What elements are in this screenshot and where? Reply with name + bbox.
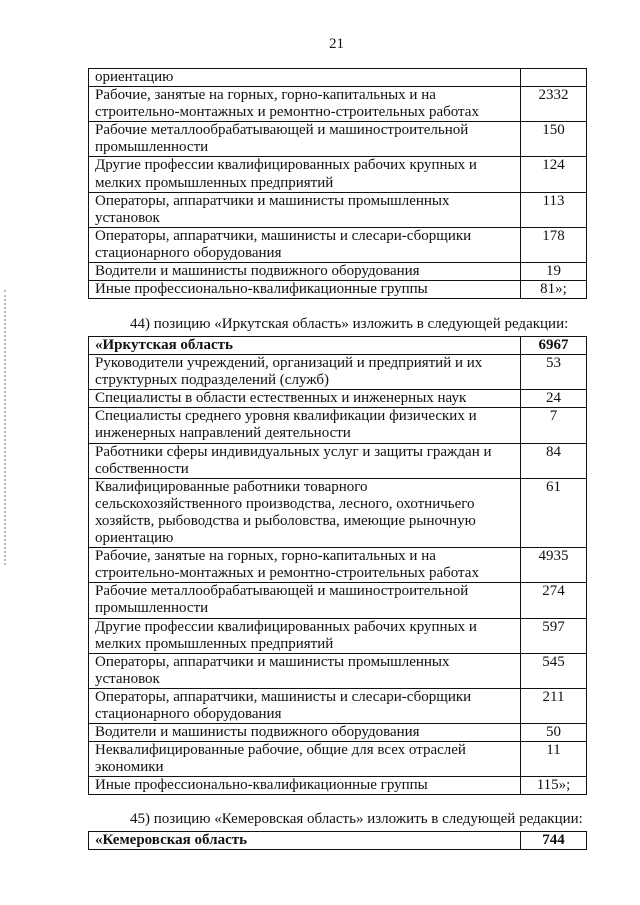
occupation-group-cell: Руководители учреждений, организаций и предприятий и их структурных подразделений (служб) <box>89 355 521 390</box>
worker-count-cell: 178 <box>521 227 587 262</box>
occupation-group-cell: Водители и машинисты подвижного оборудования <box>89 263 521 281</box>
region-name-cell: «Иркутская область <box>89 337 521 355</box>
worker-count-cell: 7 <box>521 408 587 443</box>
occupation-table-irkutsk <box>88 336 587 795</box>
table-row <box>89 583 587 618</box>
worker-count-cell: 50 <box>521 724 587 742</box>
occupation-group-cell: Операторы, аппаратчики и машинисты промышленных установок <box>89 653 521 688</box>
worker-count-cell: 81»; <box>521 281 587 299</box>
occupation-group-cell: Неквалифицированные рабочие, общие для всех отраслей экономики <box>89 742 521 777</box>
table-row <box>89 157 587 192</box>
table-row <box>89 742 587 777</box>
table-body <box>89 69 587 299</box>
region-total-cell: 6967 <box>521 337 587 355</box>
occupation-group-cell: ориентацию <box>89 69 521 87</box>
worker-count-cell: 597 <box>521 618 587 653</box>
table-row <box>89 281 587 299</box>
amendment-clause-44: 44) позицию «Иркутская область» изложить в следующей редакции: <box>130 316 569 332</box>
occupation-group-cell: Операторы, аппаратчики, машинисты и слесари-сборщики стационарного оборудования <box>89 688 521 723</box>
table-row <box>89 548 587 583</box>
worker-count-cell: 4935 <box>521 548 587 583</box>
occupation-group-cell: Рабочие металлообрабатывающей и машиностроительной промышленности <box>89 583 521 618</box>
occupation-table-kemerovo <box>88 831 587 850</box>
occupation-group-cell: Иные профессионально-квалификационные группы <box>89 281 521 299</box>
occupation-group-cell: Водители и машинисты подвижного оборудования <box>89 724 521 742</box>
region-header-row <box>89 832 587 850</box>
table-row <box>89 122 587 157</box>
table-row <box>89 263 587 281</box>
worker-count-cell: 150 <box>521 122 587 157</box>
table-row <box>89 478 587 547</box>
table-row <box>89 390 587 408</box>
worker-count-cell: 19 <box>521 263 587 281</box>
worker-count-cell: 11 <box>521 742 587 777</box>
worker-count-cell: 274 <box>521 583 587 618</box>
table-body <box>89 832 587 850</box>
table-row <box>89 192 587 227</box>
table-row <box>89 653 587 688</box>
table-row <box>89 227 587 262</box>
occupation-group-cell: Другие профессии квалифицированных рабочих крупных и мелких промышленных предприятий <box>89 618 521 653</box>
worker-count-cell: 61 <box>521 478 587 547</box>
region-name-cell: «Кемеровская область <box>89 832 521 850</box>
worker-count-cell <box>521 69 587 87</box>
table-body <box>89 337 587 795</box>
table-row <box>89 724 587 742</box>
occupation-group-cell: Работники сферы индивидуальных услуг и защиты граждан и собственности <box>89 443 521 478</box>
table-row <box>89 443 587 478</box>
table-row <box>89 355 587 390</box>
occupation-group-cell: Операторы, аппаратчики и машинисты промышленных установок <box>89 192 521 227</box>
page-number: 21 <box>329 36 344 52</box>
table-row <box>89 777 587 795</box>
worker-count-cell: 53 <box>521 355 587 390</box>
worker-count-cell: 211 <box>521 688 587 723</box>
occupation-group-cell: Другие профессии квалифицированных рабочих крупных и мелких промышленных предприятий <box>89 157 521 192</box>
occupation-group-cell: Рабочие металлообрабатывающей и машиностроительной промышленности <box>89 122 521 157</box>
occupation-group-cell: Операторы, аппаратчики, машинисты и слесари-сборщики стационарного оборудования <box>89 227 521 262</box>
occupation-group-cell: Специалисты среднего уровня квалификации физических и инженерных направлений деятельности <box>89 408 521 443</box>
worker-count-cell: 545 <box>521 653 587 688</box>
worker-count-cell: 113 <box>521 192 587 227</box>
occupation-group-cell: Рабочие, занятые на горных, горно-капитальных и на строительно-монтажных и ремонтно-строительных работах <box>89 87 521 122</box>
table-row <box>89 688 587 723</box>
occupation-group-cell: Рабочие, занятые на горных, горно-капитальных и на строительно-монтажных и ремонтно-строительных работах <box>89 548 521 583</box>
occupation-group-cell: Квалифицированные работники товарного сельскохозяйственного производства, лесного, охотничьего хозяйств, рыбоводства и рыболовства, имеющие рыночную ориентацию <box>89 478 521 547</box>
occupation-table-previous-region <box>88 68 587 299</box>
occupation-group-cell: Специалисты в области естественных и инженерных наук <box>89 390 521 408</box>
scan-edge-artifact <box>4 290 6 565</box>
region-header-row <box>89 337 587 355</box>
table-row <box>89 618 587 653</box>
worker-count-cell: 115»; <box>521 777 587 795</box>
worker-count-cell: 124 <box>521 157 587 192</box>
region-total-cell: 744 <box>521 832 587 850</box>
worker-count-cell: 24 <box>521 390 587 408</box>
occupation-group-cell: Иные профессионально-квалификационные группы <box>89 777 521 795</box>
worker-count-cell: 84 <box>521 443 587 478</box>
worker-count-cell: 2332 <box>521 87 587 122</box>
table-row <box>89 87 587 122</box>
amendment-clause-45: 45) позицию «Кемеровская область» изложить в следующей редакции: <box>130 811 583 827</box>
table-row <box>89 69 587 87</box>
table-row <box>89 408 587 443</box>
